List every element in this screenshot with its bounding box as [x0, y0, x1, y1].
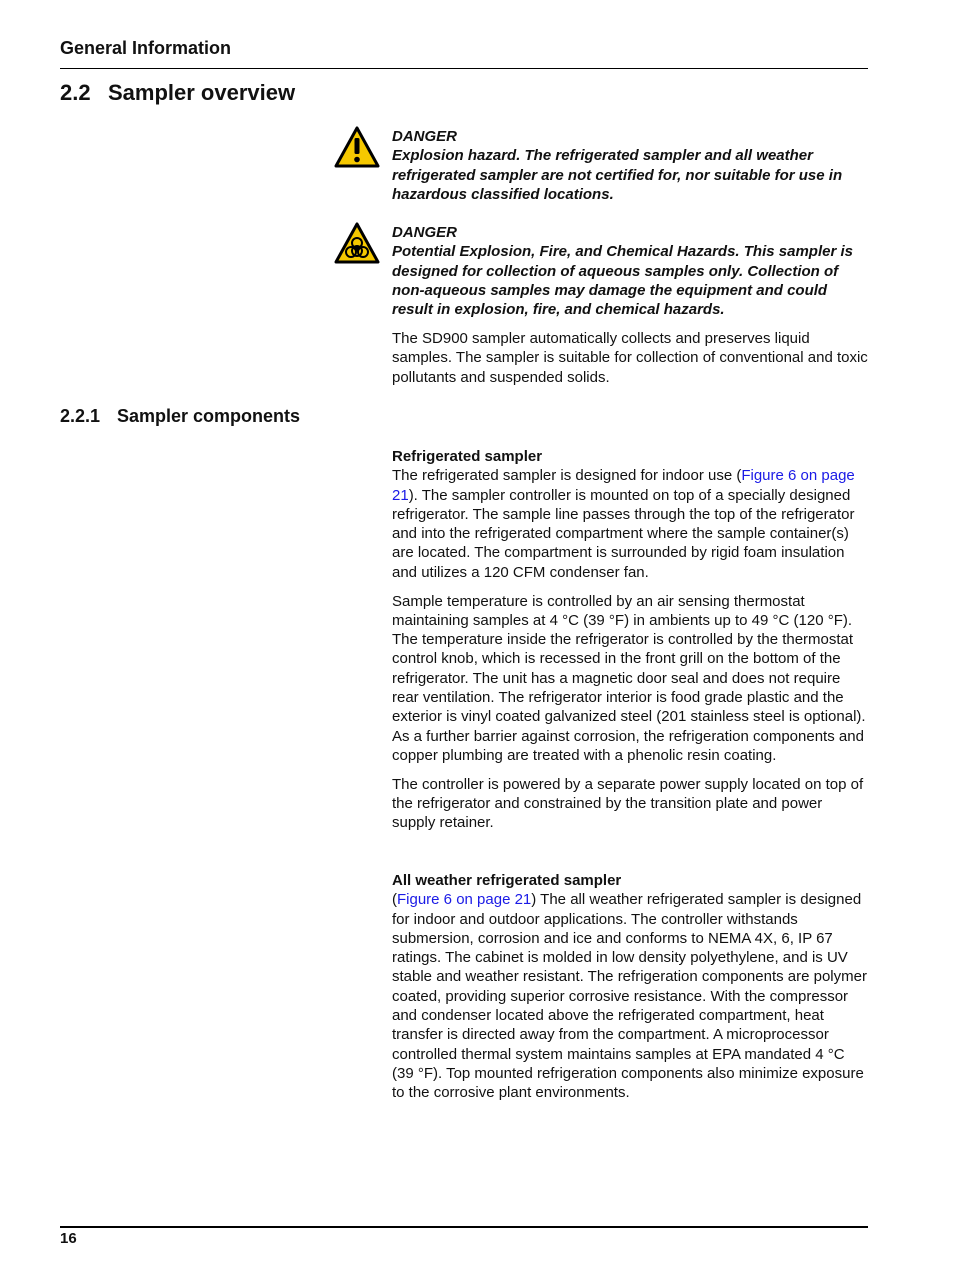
- text: ). The sampler controller is mounted on top of a specially designed refrigerator. The sample line passes through the top of the refrigerator and into the refrigerated compartment where the sample container(s) are located. The compartment is surrounded by rigid foam insulation and utilizes a 120 CFM condenser fan.: [392, 486, 855, 581]
- text: ) The all weather refrigerated sampler is designed for indoor and outdoor applications. The controller withstands submersion, corrosion and ice and conforms to NEMA 4X, 6, IP 67 ratings. The cabinet is molded in low density polyethylene, and is UV stable and weather resistant. The refrigeration components are polymer coated, providing superior corrosive resistance. With the compressor and condenser located above the refrigerated compartment, heat transfer is directed away from the compartment. A microprocessor controlled thermal system maintains samples at EPA mandated 4 °C (39 °F). Top mounted refrigeration components also minimize exposure to the corrosive plant environments.: [392, 891, 867, 1102]
- figure-link[interactable]: Figure 6 on page 21: [397, 891, 532, 909]
- text: The refrigerated sampler is designed for indoor use (: [392, 467, 742, 485]
- subsection-number: 2.2.1: [60, 406, 101, 426]
- refrigerated-sampler-block: [392, 447, 868, 833]
- paragraph: The controller is powered by a separate power supply located on top of the refrigerator and constrained by the transition plate and power supply retainer.: [392, 775, 864, 832]
- intro-paragraph: The SD900 sampler automatically collects and preserves liquid samples. The sampler is suitable for collection of conventional and toxic pollutants and suspended solids.: [392, 330, 868, 386]
- running-header: General Information: [60, 38, 232, 58]
- footer-rule: [60, 1226, 868, 1228]
- page-number: 16: [60, 1230, 77, 1247]
- biohazard-icon: [334, 222, 380, 264]
- paragraph: [392, 466, 868, 582]
- figure-link[interactable]: Figure 6 on page 21: [392, 467, 855, 504]
- subheading-all-weather: All weather refrigerated sampler: [392, 872, 622, 889]
- danger-text: Potential Explosion, Fire, and Chemical Hazards. This sampler is designed for collection of aqueous samples only. Collection of non-aqueous samples may damage the equipment and could result in explosion, fire, and chemical hazards.: [392, 243, 853, 319]
- danger-notice-chemical: [392, 223, 868, 319]
- paragraph: [392, 890, 868, 1102]
- danger-title: DANGER: [392, 224, 458, 241]
- section-heading: [60, 80, 295, 106]
- danger-text: Explosion hazard. The refrigerated sampler and all weather refrigerated sampler are not certified for, nor suitable for use in hazardous classified locations.: [392, 147, 843, 203]
- subsection-title: Sampler components: [117, 406, 301, 426]
- all-weather-sampler-block: [392, 871, 868, 1103]
- section-title: Sampler overview: [108, 80, 296, 105]
- section-number: 2.2: [60, 80, 91, 105]
- subheading-refrigerated: Refrigerated sampler: [392, 448, 543, 465]
- header-rule: [60, 68, 868, 69]
- paragraph: Sample temperature is controlled by an air sensing thermostat maintaining samples at 4 °C (39 °F) in ambients up to 49 °C (120 °F). The temperature inside the refrigerator is controlled by the thermostat control knob, which is recessed in the front grill on the bottom of the refrigerator. The unit has a magnetic door seal and does not require rear ventilation. The refrigerator interior is food grade plastic and the exterior is vinyl coated galvanized steel (201 stainless steel is optional). As a further barrier against corrosion, the refrigeration components and copper plumbing are treated with a phenolic resin coating.: [392, 592, 866, 764]
- warning-triangle-icon: [334, 126, 380, 168]
- subsection-heading: [60, 406, 300, 427]
- danger-title: DANGER: [392, 128, 458, 145]
- danger-notice-explosion: [392, 127, 868, 204]
- text: (: [392, 891, 397, 909]
